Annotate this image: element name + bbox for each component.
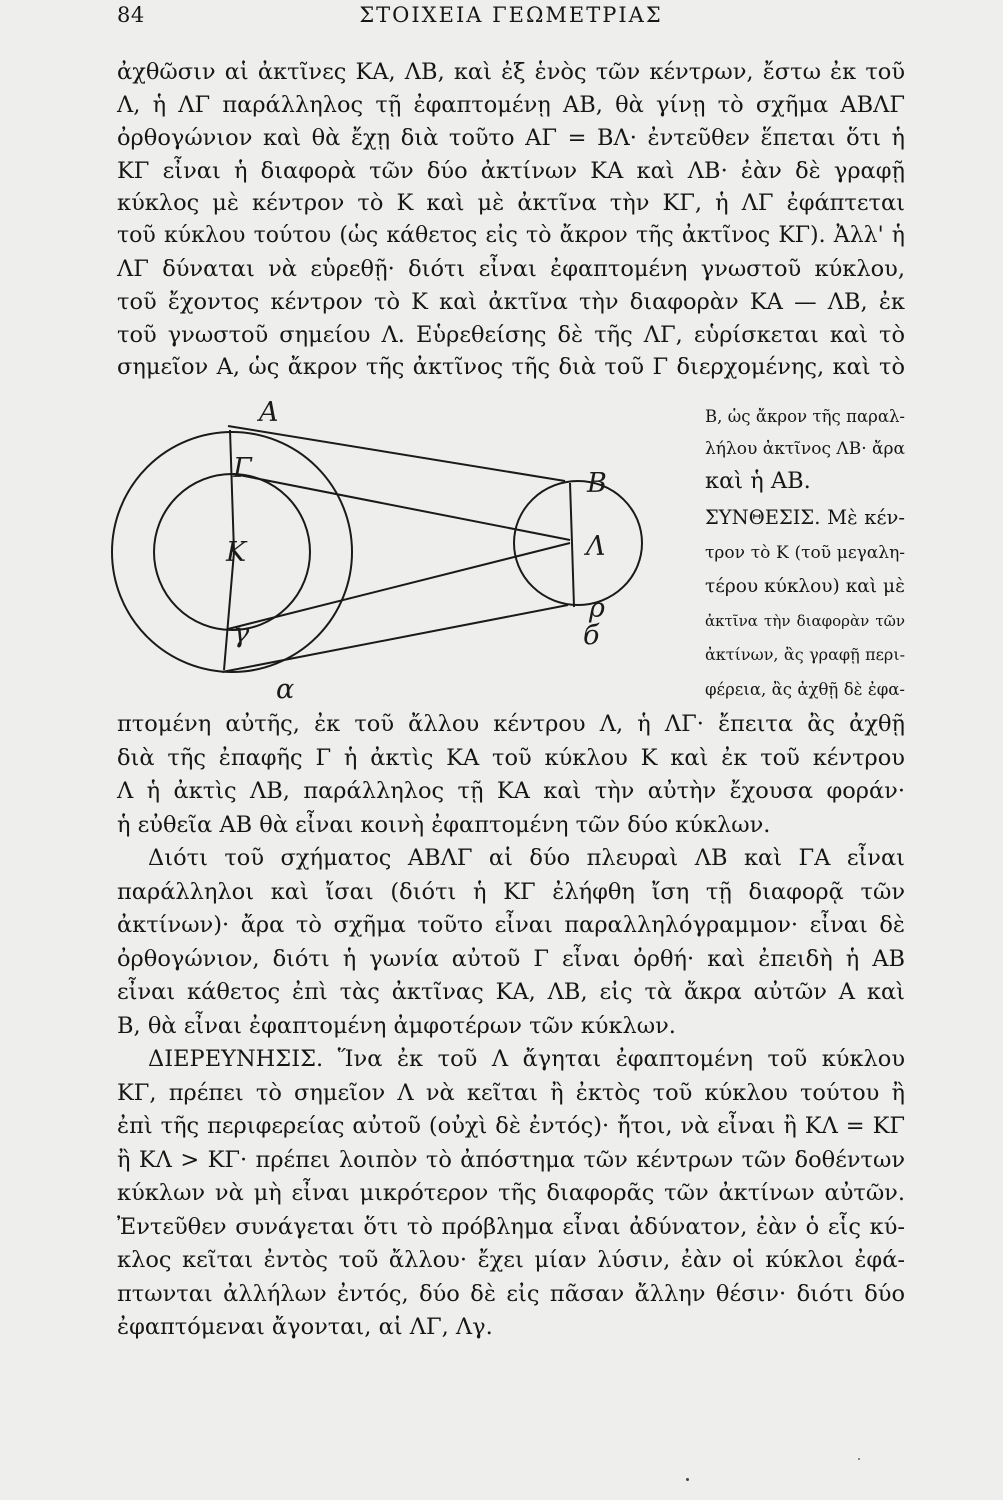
- side-text-line: λήλου ἀκτῖνος ΛΒ· ἄρα: [705, 439, 905, 459]
- label-G: Γ: [233, 453, 252, 484]
- label-g: γ: [233, 618, 250, 649]
- text-line: ὀρθογώνιον, διότι ἡ γωνία αὐτοῦ Γ εἶναι ὀρθή· καὶ ἐπειδὴ ἡ ΑΒ: [117, 946, 905, 972]
- geometry-figure: [100, 395, 700, 725]
- radius-l-beta: [572, 543, 574, 607]
- circle-lambda: [514, 481, 642, 605]
- text-line: ἀκτίνων)· ἄρα τὸ σχῆμα τοῦτο εἶναι παραλληλόγραμμον· εἶναι δὲ: [117, 912, 905, 938]
- page-number: 84: [117, 3, 145, 27]
- label-A: Α: [259, 397, 279, 428]
- text-line: πτομένη αὐτῆς, ἐκ τοῦ ἄλλου κέντρου Λ, ἡ ΛΓ· ἔπειτα ἂς ἀχθῇ: [117, 711, 905, 737]
- text-line: Ἐντεῦθεν συνάγεται ὅτι τὸ πρόβλημα εἶναι ἀδύνατον, ἐὰν ὁ εἷς κύ-: [117, 1214, 905, 1240]
- text-line: ἢ ΚΛ > ΚΓ· πρέπει λοιπὸν τὸ ἀπόστημα τῶν κέντρων τῶν δοθέντων: [117, 1147, 905, 1173]
- tangent-ab: [228, 426, 565, 481]
- side-text-line: ἀκτῖνα τὴν διαφορὰν τῶν: [705, 612, 905, 630]
- text-line: Β, θὰ εἶναι ἐφαπτομένη ἀμφοτέρων τῶν κύκλων.: [117, 1013, 676, 1039]
- label-b: б: [583, 620, 600, 651]
- text-line: σημεῖον Α, ὡς ἄκρον τῆς ἀκτῖνος τῆς διὰ τοῦ Γ διερχομένης, καὶ τὸ: [117, 354, 905, 380]
- side-text-line: φέρεια, ἂς ἀχθῇ δὲ ἐφα-: [705, 680, 905, 699]
- text-line: τοῦ κύκλου τούτου (ὡς κάθετος εἰς τὸ ἄκρον τῆς ἀκτῖνος ΚΓ). Ἀλλ' ἡ: [117, 223, 905, 248]
- text-line: κύκλων νὰ μὴ εἶναι μικρότερον τῆς διαφορᾶς τῶν ἀκτίνων αὐτῶν.: [117, 1180, 905, 1206]
- text-line: ἐφαπτόμεναι ἄγονται, αἱ ΛΓ, Λγ.: [117, 1314, 493, 1340]
- label-rho: ρ: [589, 593, 605, 624]
- tangent-lower: [222, 605, 568, 672]
- label-B: Β: [587, 468, 607, 499]
- side-text-line: τρον τὸ Κ (τοῦ μεγαλη-: [705, 543, 905, 563]
- running-title: ΣΤΟΙΧΕΙΑ ΓΕΩΜΕΤΡΙΑΣ: [359, 3, 663, 27]
- speck: [686, 1478, 689, 1481]
- text-line: τοῦ ἔχοντος κέντρον τὸ Κ καὶ ἀκτῖνα τὴν διαφορὰν ΚΑ — ΛΒ, ἐκ: [117, 289, 905, 315]
- side-text-line: ΣΥΝΘΕΣΙΣ. Μὲ κέν-: [705, 506, 905, 529]
- text-line: ἡ εὐθεῖα ΑΒ θὰ εἶναι κοινὴ ἐφαπτομένη τῶν δύο κύκλων.: [117, 812, 771, 838]
- label-a: α: [276, 674, 295, 705]
- text-line: Λ, ἡ ΛΓ παράλληλος τῇ ἐφαπτομένῃ ΑΒ, θὰ γίνῃ τὸ σχῆμα ΑΒΛΓ: [117, 92, 905, 118]
- text-line: εἶναι κάθετος ἐπὶ τὰς ἀκτῖνας ΚΑ, ΛΒ, εἰς τὰ ἄκρα αὐτῶν Α καὶ: [117, 979, 905, 1005]
- text-line: ἀχθῶσιν αἱ ἀκτῖνες ΚΑ, ΛΒ, καὶ ἐξ ἑνὸς τῶν κέντρων, ἔστω ἐκ τοῦ: [117, 59, 905, 85]
- text-line: ἐπὶ τῆς περιφερείας αὐτοῦ (οὐχὶ δὲ ἐντός)· ἤτοι, νὰ εἶναι ἢ ΚΛ = ΚΓ: [117, 1113, 905, 1139]
- speck: [858, 1458, 860, 1460]
- text-line: ΚΓ, πρέπει τὸ σημεῖον Λ νὰ κεῖται ἢ ἐκτὸς τοῦ κύκλου τούτου ἢ: [117, 1080, 905, 1106]
- side-text-line: καὶ ἡ ΑΒ.: [705, 468, 811, 494]
- text-line: τοῦ γνωστοῦ σημείου Λ. Εὑρεθείσης δὲ τῆς ΛΓ, εὑρίσκεται καὶ τὸ: [117, 322, 905, 348]
- text-line: ὀρθογώνιον καὶ θὰ ἔχῃ διὰ τοῦτο ΑΓ = ΒΛ· ἐντεῦθεν ἕπεται ὅτι ἡ: [117, 125, 905, 151]
- text-line: ΚΓ εἶναι ἡ διαφορὰ τῶν δύο ἀκτίνων ΚΑ καὶ ΛΒ· ἐὰν δὲ γραφῇ: [117, 158, 905, 184]
- figure-svg: [100, 395, 700, 725]
- text-line: διὰ τῆς ἐπαφῆς Γ ἡ ἀκτὶς ΚΑ τοῦ κύκλου Κ καὶ ἐκ τοῦ κέντρου: [117, 745, 905, 771]
- text-line: Διότι τοῦ σχήματος ΑΒΛΓ αἱ δύο πλευραὶ ΛΒ καὶ ΓΑ εἶναι: [148, 845, 905, 871]
- side-text-line: ἀκτίνων, ἂς γραφῇ περι-: [705, 645, 905, 664]
- label-K: Κ: [226, 537, 247, 568]
- text-line: Λ ἡ ἀκτὶς ΛΒ, παράλληλος τῇ ΚΑ καὶ τὴν αὐτὴν ἔχουσα φοράν·: [117, 778, 905, 804]
- text-line: κλος κεῖται ἐντὸς τοῦ ἄλλου· ἔχει μίαν λύσιν, ἐὰν οἱ κύκλοι ἐφά-: [117, 1247, 905, 1273]
- text-line: παράλληλοι καὶ ἴσαι (διότι ἡ ΚΓ ἐλήφθη ἴση τῇ διαφορᾷ τῶν: [117, 879, 905, 905]
- radius-k-alpha: [224, 552, 234, 670]
- line-lambda-gamma: [234, 474, 570, 540]
- label-L: Λ: [586, 531, 606, 562]
- text-line: ΛΓ δύναται νὰ εὑρεθῇ· διότι εἶναι ἐφαπτομένη γνωστοῦ κύκλου,: [117, 256, 905, 282]
- text-line: πτωνται ἀλλήλων ἐντός, δύο δὲ εἰς πᾶσαν ἄλλην θέσιν· διότι δύο: [117, 1281, 905, 1307]
- radius-lb: [570, 483, 572, 543]
- line-lambda-small-gamma: [228, 543, 570, 629]
- text-line: κύκλος μὲ κέντρον τὸ Κ καὶ μὲ ἀκτῖνα τὴν ΚΓ, ἡ ΛΓ ἐφάπτεται: [117, 190, 905, 216]
- side-text-line: τέρου κύκλου) καὶ μὲ: [705, 576, 905, 597]
- side-text-line: Β, ὡς ἄκρον τῆς παραλ-: [705, 407, 905, 426]
- radius-ka: [230, 430, 234, 552]
- text-line: ΔΙΕΡΕΥΝΗΣΙΣ. Ἵνα ἐκ τοῦ Λ ἄγηται ἐφαπτομένη τοῦ κύκλου: [148, 1046, 905, 1072]
- page-header: [117, 3, 905, 33]
